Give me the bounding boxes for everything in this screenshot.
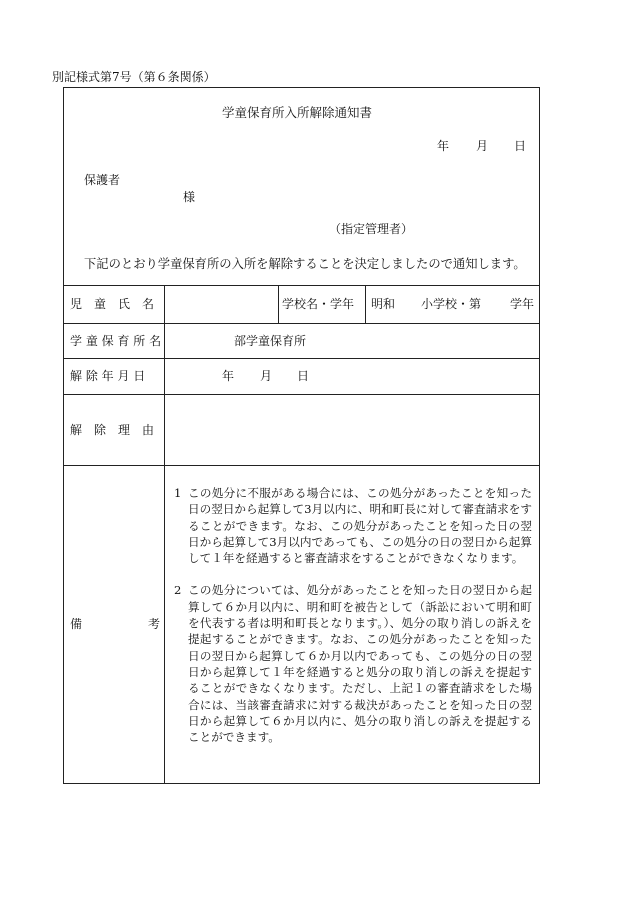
remarks-label-second: 考 <box>148 617 161 631</box>
school-grade-label: 学校名・学年 <box>282 297 355 311</box>
issue-month-label: 月 <box>476 139 489 153</box>
row-rule-3 <box>64 394 539 395</box>
document-title: 学童保育所入所解除通知書 <box>222 105 373 120</box>
remarks-note-2-text: この処分については、処分があったことを知った日の翌日から起算して６か月以内に、明和町を被告として（訴訟において明和町を代表する者は明和町長となります。）、処分の取り消しの訴えを提起することができます。なお、この処分があったことを知った日の翌日から起算して６か月以内であっても、この処分の日の翌日から起算して１年を経過すると処分の取り消しの訴えを提起することができなくなります。ただし、上記１の審査請求をした場合には、当該審査請求に対する裁決があったことを知った日の翌日から起算して６か月以内に、処分の取り消しの訴えを提起することができます。 <box>188 583 532 745</box>
notice-form <box>63 87 540 784</box>
remarks-note-1-text: この処分に不服がある場合には、この処分があったことを知った日の翌日から起算して3月以内に、明和町長に対して審査請求をすることができます。なお、この処分があったことを知った日の翌日から起算して3月以内であっても、この処分の日の翌日から起算して１年を経過すると審査請求をすることができなくなります。 <box>188 486 532 566</box>
row-rule-2 <box>64 358 539 359</box>
remarks-notes <box>174 485 532 745</box>
school-label-left-rule <box>278 285 279 323</box>
guardian-honorific: 様 <box>183 190 196 204</box>
guardian-label: 保護者 <box>84 173 121 187</box>
row-rule-4 <box>64 465 539 466</box>
label-column-rule <box>164 285 165 784</box>
cancel-date-month: 月 <box>260 369 273 383</box>
cancel-date-year: 年 <box>222 369 235 383</box>
form-number-label: 別記様式第7号（第６条関係） <box>52 70 216 84</box>
remarks-note-2 <box>174 582 532 745</box>
remarks-note-1 <box>174 485 532 566</box>
facility-value: 部学童保育所 <box>234 334 307 348</box>
child-name-field[interactable] <box>172 298 272 312</box>
child-name-label: 児 童 氏 名 <box>70 297 155 311</box>
cancel-date-day: 日 <box>297 369 310 383</box>
cancel-reason-field[interactable] <box>172 408 532 458</box>
remarks-note-1-number: 1 <box>174 486 182 500</box>
school-label-right-rule <box>365 285 366 323</box>
notice-statement: 下記のとおり学童保育所の入所を解除することを決定しましたので通知します。 <box>84 257 526 271</box>
issue-year-label: 年 <box>437 139 450 153</box>
remarks-note-2-number: 2 <box>174 583 182 598</box>
facility-label: 学 童 保 育 所 名 <box>70 334 162 348</box>
remarks-label-first: 備 <box>70 617 83 631</box>
row-rule-1 <box>64 323 539 324</box>
grade-suffix: 学年 <box>510 297 535 311</box>
cancel-date-label: 解 除 年 月 日 <box>70 369 146 383</box>
table-top-rule <box>64 285 539 286</box>
issue-day-label: 日 <box>514 139 527 153</box>
cancel-reason-label: 解 除 理 由 <box>70 423 155 437</box>
school-era: 明和 <box>371 297 396 311</box>
issuer-label: （指定管理者） <box>329 222 414 236</box>
school-suffix: 小学校・第 <box>421 297 482 311</box>
